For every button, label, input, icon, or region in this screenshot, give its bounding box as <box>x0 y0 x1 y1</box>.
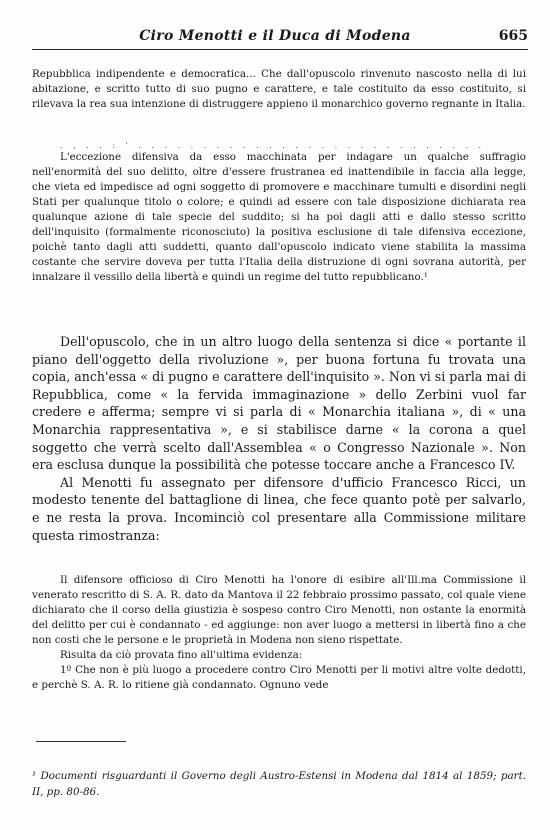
petition-quote-block <box>32 573 526 693</box>
body-paragraph-1: Dell'opuscolo, che in un altro luogo della sentenza si dice « portante il piano dell'oggetto della rivoluzione », per buona fortuna fu trovata una copia, anch'essa « di pugno e carattere dell'inquisito ». Non vi si parla mai di Repubblica, come « la fervida immaginazione » dello Zerbini vuol far credere e afferma; sempre vi si parla di « Monarchia italiana », di « una Monarchia rappresentativa », e si stabilisce darne « la corona a quel soggetto che verrà scelto dall'Assemblea « o Congresso Nazionale ». Non era esclusa dunque la possibilità che potesse toccare anche a Francesco IV. <box>32 334 526 473</box>
quoted-paragraph-2: L'eccezione difensiva da esso macchinata per indagare un qualche suffragio nell'enormità del suo delitto, oltre d'essere frustranea ed inattendibile in faccia alla legge, che vieta ed impedisce ad ogni soggetto di promovere e macchinare tumulti e disordini negli Stati per qualunque titolo o colore; e quindi ad essere con tale disposizione dichiarata rea qualunque azione di tale specie del suddito; si ha poi dagli atti e dallo stesso scritto dell'inquisito (formalmente riconosciuto) la positiva esclusione di tale difensiva eccezione, poichè tanto dagli atti suddetti, quanto dall'opuscolo indicato viene stabilita la massima costante che servire doveva per tutta l'Italia della distruzione di ogni sovrana autorità, per innalzare il vessillo della libertà e quindi un regime del tutto repubblicano.¹ <box>32 151 526 283</box>
main-text-block <box>32 333 526 544</box>
body-paragraph-2: Al Menotti fu assegnato per difensore d'ufficio Francesco Ricci, un modesto tenente del battaglione di linea, che fece quanto potè per salvarlo, e ne resta la prova. Incominciò col presentare alla Commissione militare questa rimostranza: <box>32 474 526 543</box>
header-rule <box>32 49 528 50</box>
quoted-sentence-block <box>32 67 526 112</box>
footnote: ¹ Documenti risguardanti il Governo degli Austro-Estensi in Modena dal 1814 al 1859; part. II, pp. 80-86. <box>32 770 526 798</box>
running-header-title: Ciro Menotti e il Duca di Modena <box>139 28 411 44</box>
quoted-sentence-block-2 <box>32 150 526 285</box>
footnote-rule <box>36 741 126 742</box>
petition-paragraph-1: Il difensore officioso di Ciro Menotti ha l'onore di esibire all'Ill.ma Commissione il venerato rescritto di S. A. R. dato da Mantova il 22 febbraio prossimo passato, col quale viene dichiarato che il corso della giustizia è sospeso contro Ciro Menotti, non ostante la enormità del delitto per cui è condannato - ed aggiunge: non aver luogo a mettersi in libertà fino a che non costi che le persone e le proprietà in Modena non sieno rispettate. <box>32 574 526 646</box>
page-number: 665 <box>498 28 528 44</box>
quoted-paragraph-1: Repubblica indipendente e democratica... Che dall'opuscolo rinvenuto nascosto nella di lui abitazione, e scritto tutto di suo pugno e carattere, e tale costituito da esso costituito, si rilevava la rea sua intenzione di distruggere appieno il monarchico governo regnante in Italia. <box>32 68 526 110</box>
petition-paragraph-2: Risulta da ciò provata fino all'ultima evidenza: <box>60 649 303 661</box>
petition-paragraph-3: 1º Che non è più luogo a procedere contro Ciro Menotti per li motivi altre volte dedotti, e perchè S. A. R. lo ritiene già condannato. Ognuno vede <box>32 664 526 691</box>
separator-dots: . , . . : ' . . . . . . . . . . . . . . . . . . . . . . . . . . . <box>60 141 486 150</box>
